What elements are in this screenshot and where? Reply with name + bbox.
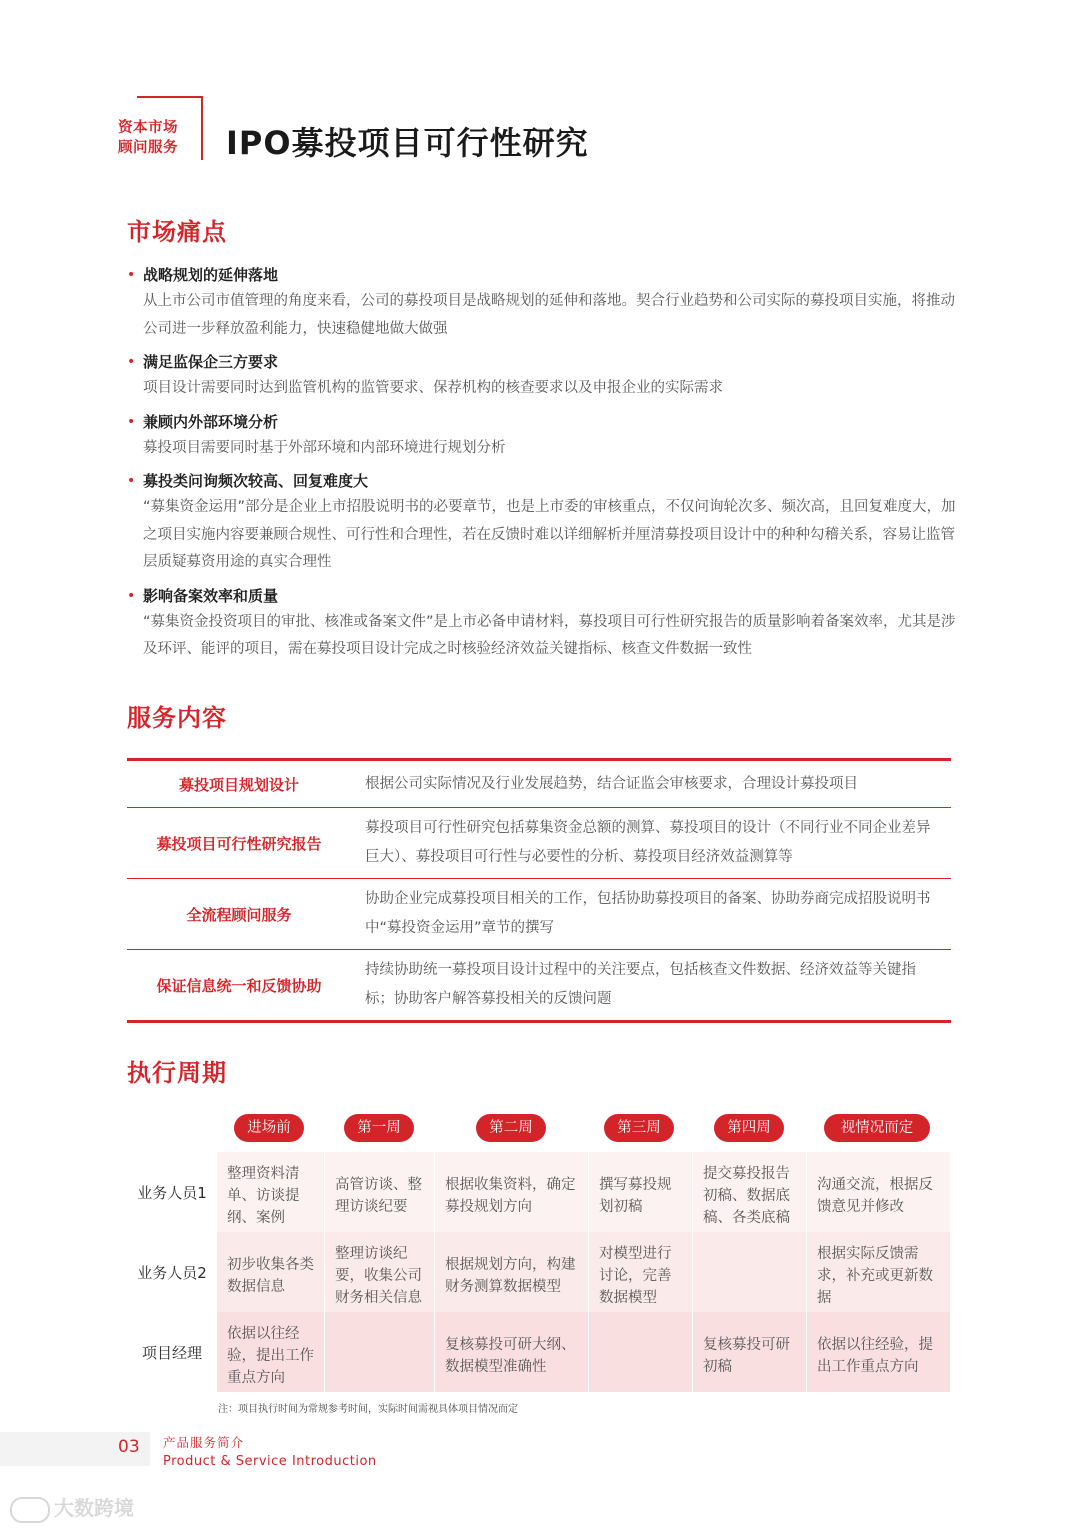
service-row [127, 879, 951, 950]
bullet-icon: • [127, 267, 136, 283]
phase-pill: 第三周 [604, 1114, 674, 1142]
schedule-cell: 整理访谈纪要，收集公司财务相关信息 [325, 1232, 435, 1312]
schedule-cell: 根据实际反馈需求，补充或更新数据 [807, 1232, 951, 1312]
bullet-icon: • [127, 587, 136, 604]
pain-point-body: 募投项目需要同时基于外部环境和内部环境进行规划分析 [143, 439, 506, 456]
schedule-cell: 依据以往经验，提出工作重点方向 [807, 1312, 951, 1392]
schedule-row [127, 1232, 951, 1312]
pain-point-item [127, 409, 957, 463]
schedule-cell: 依据以往经验，提出工作重点方向 [217, 1312, 325, 1392]
schedule-note: 注：项目执行时间为常规参考时间，实际时间需视具体项目情况而定 [218, 1404, 518, 1415]
phase-pill: 视情况而定 [824, 1114, 930, 1142]
pain-points-title: 市场痛点 [127, 218, 227, 246]
service-name: 保证信息统一和反馈协助 [156, 976, 322, 995]
schedule-title: 执行周期 [127, 1059, 227, 1087]
watermark-text: 大数跨境 [54, 1496, 134, 1520]
service-desc: 募投项目可行性研究包括募集资金总额的测算、募投项目的设计（不同行业不同企业差异巨大）、募投项目可行性与必要性的分析、募投项目经济效益测算等 [365, 820, 931, 865]
pain-point-heading: 募投类问询频次较高、回复难度大 [143, 472, 369, 490]
pain-point-heading: 战略规划的延伸落地 [143, 266, 279, 284]
pain-point-body: 从上市公司市值管理的角度来看，公司的募投项目是战略规划的延伸和落地。契合行业趋势和公司实际的募投项目实施，将推动公司进一步释放盈利能力，快速稳健地做大做强 [143, 293, 955, 337]
bullet-icon: • [127, 473, 136, 489]
pain-point-heading: 影响备案效率和质量 [143, 586, 279, 605]
schedule-cell: 复核募投可研大纲、数据模型准确性 [435, 1312, 589, 1392]
pain-point-body: 项目设计需要同时达到监管机构的监管要求、保荐机构的核查要求以及申报企业的实际需求 [143, 380, 723, 396]
services-table [127, 758, 951, 1023]
schedule-cell [693, 1232, 807, 1312]
role-label: 业务人员1 [137, 1183, 207, 1202]
schedule-cell: 沟通交流，根据反馈意见并修改 [807, 1152, 951, 1232]
pain-point-body: “募集资金投资项目的审批、核准或备案文件”是上市必备申请材料，募投项目可行性研究报告的质量影响着备案效率，尤其是涉及环评、能评的项目，需在募投项目设计完成之时核验经济效益关键指标、核查文件数据一致性 [143, 613, 956, 657]
schedule-cell: 高管访谈、整理访谈纪要 [325, 1152, 435, 1232]
header-tag-line2: 顾问服务 [118, 140, 178, 156]
pain-point-heading: 满足监保企三方要求 [143, 353, 279, 371]
schedule-row [127, 1152, 951, 1232]
schedule-row [127, 1312, 951, 1392]
pain-point-item [127, 262, 957, 343]
bullet-icon: • [127, 413, 136, 430]
pain-point-item [127, 468, 957, 577]
watermark [10, 1492, 134, 1523]
schedule-cell: 撰写募投规划初稿 [589, 1152, 693, 1232]
schedule-cell [325, 1312, 435, 1392]
schedule-cell: 整理资料清单、访谈提纲、案例 [217, 1152, 325, 1232]
service-name: 募投项目规划设计 [178, 775, 299, 794]
pain-point-body: “募集资金运用”部分是企业上市招股说明书的必要章节，也是上市委的审核重点，不仅问询轮次多、频次高，且回复难度大，加之项目实施内容要兼顾合规性、可行性和合理性，若在反馈时难以详细解析并厘清募投项目设计中的种种勾稽关系，容易让监管层质疑募资用途的真实合理性 [143, 499, 956, 570]
schedule-cell: 复核募投可研初稿 [693, 1312, 807, 1392]
service-name: 募投项目可行性研究报告 [156, 834, 322, 853]
service-row [127, 808, 951, 879]
page-number: 03 [118, 1437, 140, 1457]
watermark-logo-icon [10, 1497, 50, 1523]
schedule-cell [589, 1312, 693, 1392]
pain-points-list [127, 262, 957, 670]
page-title: IPO募投项目可行性研究 [226, 124, 589, 162]
service-name: 全流程顾问服务 [186, 905, 292, 924]
header-tag-line1: 资本市场 [118, 120, 178, 136]
services-title: 服务内容 [127, 704, 227, 732]
pain-point-item [127, 583, 957, 664]
phase-pill: 第一周 [344, 1114, 414, 1142]
schedule-cell: 初步收集各类数据信息 [217, 1232, 325, 1312]
bullet-icon: • [127, 354, 136, 370]
phase-pill: 第二周 [476, 1114, 546, 1142]
schedule-cell: 提交募投报告初稿、数据底稿、各类底稿 [693, 1152, 807, 1232]
header-tag [118, 118, 196, 158]
schedule-cell: 根据规划方向，构建财务测算数据模型 [435, 1232, 589, 1312]
footer-label-cn: 产品服务简介 [163, 1435, 245, 1450]
service-desc: 根据公司实际情况及行业发展趋势，结合证监会审核要求，合理设计募投项目 [365, 775, 858, 792]
pain-point-item [127, 349, 957, 403]
schedule-cell: 根据收集资料，确定募投规划方向 [435, 1152, 589, 1232]
schedule-cell: 对模型进行讨论，完善数据模型 [589, 1232, 693, 1312]
service-row [127, 761, 951, 808]
pain-point-heading: 兼顾内外部环境分析 [143, 412, 279, 431]
phase-pill: 进场前 [234, 1114, 304, 1142]
service-desc: 协助企业完成募投项目相关的工作，包括协助募投项目的备案、协助券商完成招股说明书中“募投资金运用”章节的撰写 [365, 891, 931, 936]
service-row [127, 950, 951, 1020]
role-label: 项目经理 [141, 1343, 202, 1362]
phase-pill: 第四周 [714, 1114, 784, 1142]
footer-label-en: Product & Service Introduction [163, 1454, 377, 1469]
role-label: 业务人员2 [137, 1263, 207, 1282]
service-desc: 持续协助统一募投项目设计过程中的关注要点，包括核查文件数据、经济效益等关键指标；协助客户解答募投相关的反馈问题 [365, 962, 916, 1007]
